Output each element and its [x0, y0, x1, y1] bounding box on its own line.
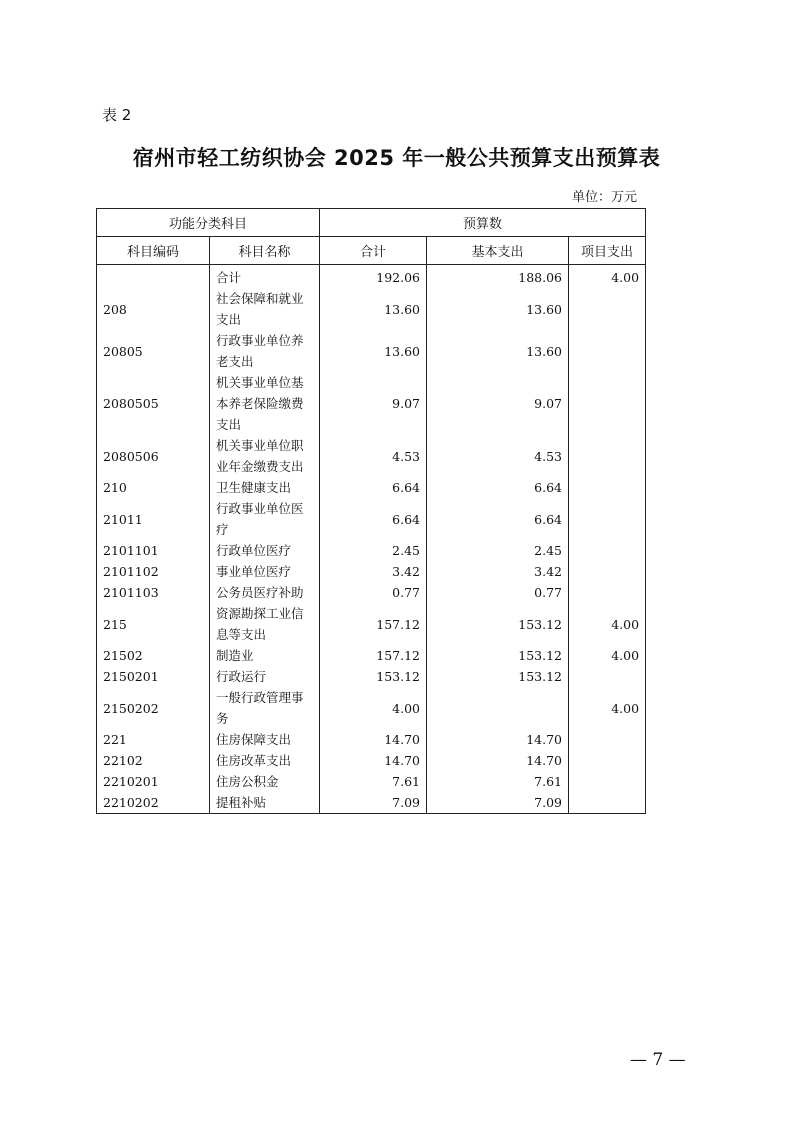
header-project: 项目支出: [569, 237, 646, 265]
cell-name: 一般行政管理事务: [210, 687, 320, 729]
cell-total: 7.09: [320, 792, 427, 814]
cell-basic: 2.45: [427, 540, 569, 561]
cell-project: [569, 771, 646, 792]
cell-code: 2101102: [97, 561, 210, 582]
table-row: [97, 603, 646, 645]
table-row: [97, 498, 646, 540]
cell-code: 2210201: [97, 771, 210, 792]
cell-total: 14.70: [320, 729, 427, 750]
cell-basic: 188.06: [427, 265, 569, 289]
table-row: [97, 288, 646, 330]
cell-code: 22102: [97, 750, 210, 771]
cell-basic: 153.12: [427, 666, 569, 687]
cell-project: [569, 498, 646, 540]
cell-code: [97, 265, 210, 289]
cell-total: 14.70: [320, 750, 427, 771]
cell-basic: 6.64: [427, 498, 569, 540]
cell-total: 153.12: [320, 666, 427, 687]
cell-project: [569, 372, 646, 435]
cell-basic: 6.64: [427, 477, 569, 498]
cell-total: 0.77: [320, 582, 427, 603]
cell-code: 2150202: [97, 687, 210, 729]
budget-table: [96, 208, 646, 814]
cell-project: [569, 750, 646, 771]
cell-name: 合计: [210, 265, 320, 289]
cell-project: [569, 792, 646, 814]
cell-project: 4.00: [569, 645, 646, 666]
table-row: [97, 792, 646, 814]
cell-project: [569, 477, 646, 498]
cell-code: 2150201: [97, 666, 210, 687]
cell-total: 6.64: [320, 477, 427, 498]
cell-basic: 153.12: [427, 645, 569, 666]
cell-code: 2080506: [97, 435, 210, 477]
header-code: 科目编码: [97, 237, 210, 265]
cell-code: 208: [97, 288, 210, 330]
header-function-classification: 功能分类科目: [97, 209, 320, 237]
cell-name: 机关事业单位职业年金缴费支出: [210, 435, 320, 477]
cell-code: 2210202: [97, 792, 210, 814]
cell-name: 资源勘探工业信息等支出: [210, 603, 320, 645]
cell-name: 住房改革支出: [210, 750, 320, 771]
cell-project: 4.00: [569, 603, 646, 645]
cell-name: 事业单位医疗: [210, 561, 320, 582]
header-total: 合计: [320, 237, 427, 265]
cell-basic: 14.70: [427, 750, 569, 771]
cell-name: 公务员医疗补助: [210, 582, 320, 603]
cell-basic: 0.77: [427, 582, 569, 603]
cell-project: [569, 330, 646, 372]
cell-name: 机关事业单位基本养老保险缴费支出: [210, 372, 320, 435]
cell-name: 卫生健康支出: [210, 477, 320, 498]
cell-total: 13.60: [320, 288, 427, 330]
table-row: [97, 750, 646, 771]
cell-name: 提租补贴: [210, 792, 320, 814]
cell-basic: 4.53: [427, 435, 569, 477]
table-row: [97, 582, 646, 603]
header-budget-amount: 预算数: [320, 209, 646, 237]
table-body: [97, 265, 646, 814]
cell-basic: 14.70: [427, 729, 569, 750]
cell-total: 157.12: [320, 603, 427, 645]
cell-name: 住房保障支出: [210, 729, 320, 750]
table-row: [97, 771, 646, 792]
cell-project: [569, 288, 646, 330]
cell-name: 行政事业单位医疗: [210, 498, 320, 540]
cell-code: 21502: [97, 645, 210, 666]
cell-name: 行政事业单位养老支出: [210, 330, 320, 372]
cell-total: 7.61: [320, 771, 427, 792]
cell-project: [569, 582, 646, 603]
cell-project: [569, 666, 646, 687]
cell-total: 157.12: [320, 645, 427, 666]
table-row: [97, 645, 646, 666]
cell-name: 社会保障和就业支出: [210, 288, 320, 330]
cell-code: 21011: [97, 498, 210, 540]
table-row: [97, 372, 646, 435]
cell-basic: 13.60: [427, 330, 569, 372]
table-row: [97, 687, 646, 729]
cell-basic: 7.61: [427, 771, 569, 792]
cell-basic: 13.60: [427, 288, 569, 330]
cell-project: 4.00: [569, 265, 646, 289]
table-row: [97, 729, 646, 750]
cell-code: 210: [97, 477, 210, 498]
header-name: 科目名称: [210, 237, 320, 265]
cell-project: [569, 540, 646, 561]
unit-label: 单位：万元: [571, 190, 637, 205]
cell-basic: [427, 687, 569, 729]
cell-basic: 7.09: [427, 792, 569, 814]
cell-name: 行政运行: [210, 666, 320, 687]
cell-total: 192.06: [320, 265, 427, 289]
cell-total: 4.00: [320, 687, 427, 729]
cell-code: 2101101: [97, 540, 210, 561]
table-header: [97, 209, 646, 265]
cell-project: [569, 561, 646, 582]
cell-total: 6.64: [320, 498, 427, 540]
cell-name: 制造业: [210, 645, 320, 666]
cell-project: [569, 435, 646, 477]
cell-code: 215: [97, 603, 210, 645]
cell-total: 9.07: [320, 372, 427, 435]
table-row: [97, 540, 646, 561]
cell-code: 221: [97, 729, 210, 750]
header-basic: 基本支出: [427, 237, 569, 265]
table-row: [97, 477, 646, 498]
table-row: [97, 666, 646, 687]
table-row: [97, 561, 646, 582]
cell-project: [569, 729, 646, 750]
cell-basic: 153.12: [427, 603, 569, 645]
document-title: 宿州市轻工纺织协会 2025 年一般公共预算支出预算表: [132, 146, 661, 170]
cell-total: 3.42: [320, 561, 427, 582]
table-row: [97, 330, 646, 372]
cell-code: 2101103: [97, 582, 210, 603]
cell-total: 2.45: [320, 540, 427, 561]
cell-code: 20805: [97, 330, 210, 372]
cell-name: 行政单位医疗: [210, 540, 320, 561]
cell-total: 4.53: [320, 435, 427, 477]
cell-code: 2080505: [97, 372, 210, 435]
table-label: 表 2: [102, 106, 132, 124]
cell-total: 13.60: [320, 330, 427, 372]
cell-basic: 9.07: [427, 372, 569, 435]
page-number: — 7 —: [630, 1050, 686, 1070]
table-row: [97, 265, 646, 289]
cell-project: 4.00: [569, 687, 646, 729]
cell-name: 住房公积金: [210, 771, 320, 792]
table-row: [97, 435, 646, 477]
cell-basic: 3.42: [427, 561, 569, 582]
